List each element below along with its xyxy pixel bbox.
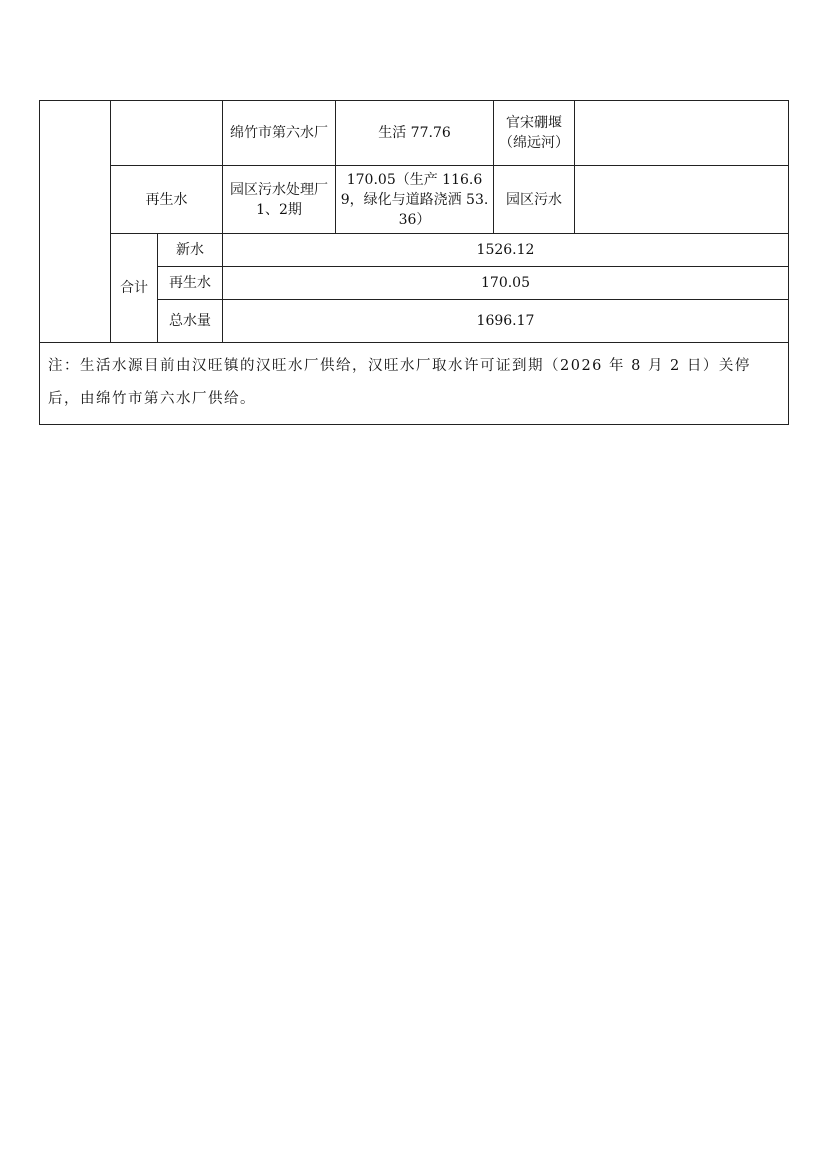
table-row-reclaimed [40, 166, 789, 234]
source-cell: 官宋硼堰（绵远河） [494, 101, 575, 166]
remark-cell [575, 166, 789, 234]
plant-cell: 园区污水处理厂1、2期 [223, 166, 336, 234]
total-item-value: 1696.17 [223, 300, 789, 343]
water-supply-table [39, 100, 789, 425]
category-blank-cell [111, 101, 223, 166]
category-cell: 再生水 [111, 166, 223, 234]
total-item-name: 再生水 [158, 267, 223, 300]
total-item-value: 1526.12 [223, 234, 789, 267]
plant-cell: 绵竹市第六水厂 [223, 101, 336, 166]
amount-cell: 生活 77.76 [336, 101, 494, 166]
table-row-note [40, 343, 789, 425]
table-note: 注：生活水源目前由汉旺镇的汉旺水厂供给，汉旺水厂取水许可证到期（2026 年 8 月 2 日）关停后，由绵竹市第六水厂供给。 [40, 343, 789, 425]
remark-cell [575, 101, 789, 166]
source-cell: 园区污水 [494, 166, 575, 234]
total-item-name: 新水 [158, 234, 223, 267]
table-row-domestic [40, 101, 789, 166]
total-item-value: 170.05 [223, 267, 789, 300]
table-row-total-new-water [40, 234, 789, 267]
left-blank-cell [40, 101, 111, 343]
amount-cell: 170.05（生产 116.69，绿化与道路浇洒 53.36） [336, 166, 494, 234]
total-label-cell: 合计 [111, 234, 158, 343]
total-item-name: 总水量 [158, 300, 223, 343]
